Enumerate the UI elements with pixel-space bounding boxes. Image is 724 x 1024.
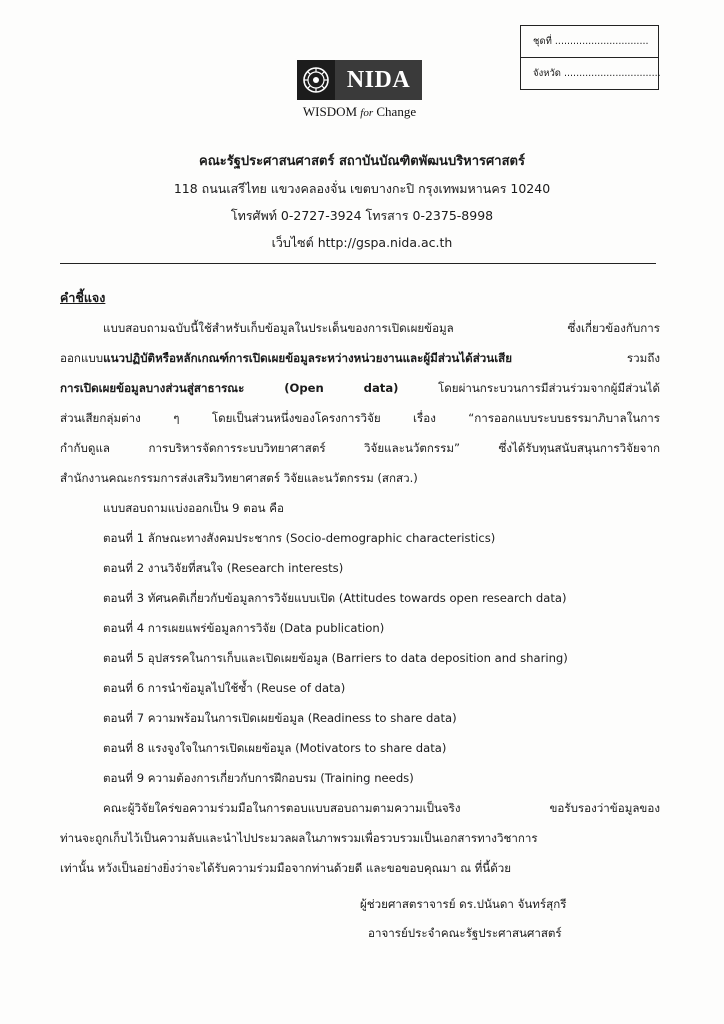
parts-list <box>60 523 660 793</box>
signatory-name: ผู้ช่วยศาสตราจารย์ ดร.ปนันดา จันทร์สุกรี <box>360 897 567 911</box>
part-item: ตอนที่ 3 ทัศนคติเกี่ยวกับข้อมูลการวิจัยแบบเปิด (Attitudes towards open research data) <box>103 591 567 605</box>
nida-logo <box>297 60 422 120</box>
part-item: ตอนที่ 7 ความพร้อมในการเปิดเผยข้อมูล (Readiness to share data) <box>103 711 457 725</box>
province-field <box>521 57 661 89</box>
part-item: ตอนที่ 9 ความต้องการเกี่ยวกับการฝึกอบรม (Training needs) <box>103 771 414 785</box>
logo-tagline <box>297 104 422 120</box>
nida-emblem-icon <box>297 60 335 100</box>
faculty-name: คณะรัฐประศาสนศาสตร์ สถาบันบัณฑิตพัฒนบริหารศาสตร์ <box>199 154 525 169</box>
part-item: ตอนที่ 2 งานวิจัยที่สนใจ (Research interests) <box>103 561 344 575</box>
p1-l2-bold: แนวปฏิบัติหรือหลักเกณฑ์การเปิดเผยข้อมูลระหว่างหน่วยงานและผู้มีส่วนได้ส่วนเสีย <box>103 351 513 365</box>
set-number-field <box>521 26 658 57</box>
p1-l2-text-a: ออกแบบ <box>60 351 104 365</box>
faculty-website: เว็บไซต์ http://gspa.nida.ac.th <box>271 235 453 250</box>
p1-l3-bold: การเปิดเผยข้อมูลบางส่วนสู่สาธารณะ (Open data) <box>60 381 399 395</box>
paragraph-1-line-2 <box>60 343 660 373</box>
instructions-heading: คำชี้แจง <box>60 290 106 305</box>
p1-l3-text: โดยผ่านกระบวนการมีส่วนร่วมจากผู้มีส่วนได้ <box>398 381 660 395</box>
part-item: ตอนที่ 8 แรงจูงใจในการเปิดเผยข้อมูล (Motivators to share data) <box>103 741 447 755</box>
paragraph-1-line-6: สำนักงานคณะกรรมการส่งเสริมวิทยาศาสตร์ วิจัยและนวัตกรรม (สกสว.) <box>60 471 418 485</box>
tagline-change: Change <box>376 104 417 119</box>
paragraph-2-line-1: คณะผู้วิจัยใคร่ขอความร่วมมือในการตอบแบบสอบถามตามความเป็นจริง ขอรับรองว่าข้อมูลของ <box>103 801 660 815</box>
paragraph-2-line-3: เท่านั้น หวังเป็นอย่างยิ่งว่าจะได้รับความร่วมมือจากท่านด้วยดี และขอขอบคุณมา ณ ที่นี้ด้วย <box>60 861 512 875</box>
signatory-position: อาจารย์ประจำคณะรัฐประศาสนศาสตร์ <box>368 926 562 940</box>
faculty-address: 118 ถนนเสรีไทย แขวงคลองจั่น เขตบางกะปิ กรุงเทพมหานคร 10240 <box>173 181 551 196</box>
part-item: ตอนที่ 1 ลักษณะทางสังคมประชากร (Socio-demographic characteristics) <box>103 531 496 545</box>
header-divider <box>60 263 656 264</box>
paragraph-1-line-4: ส่วนเสียกลุ่มต่าง ๆ โดยเป็นส่วนหนึ่งของโครงการวิจัย เรื่อง “การออกแบบระบบธรรมาภิบาลในการ <box>60 411 660 425</box>
faculty-phone: โทรศัพท์ 0-2727-3924 โทรสาร 0-2375-8998 <box>230 208 494 223</box>
instructions-section <box>60 283 660 883</box>
paragraph-2-line-2: ท่านจะถูกเก็บไว้เป็นความลับและนำไปประมวลผลในภาพรวมเพื่อรวบรวมเป็นเอกสารทางวิชาการ <box>60 831 538 845</box>
set-number-label: ชุดที่ ............................... <box>533 36 649 47</box>
logo-wordmark: NIDA <box>335 60 422 100</box>
paragraph-1-line-5: กำกับดูแล การบริหารจัดการระบบวิทยาศาสตร์ วิจัยและนวัตกรรม” ซึ่งได้รับทุนสนับสนุนการวิจัยจาก <box>60 441 660 455</box>
part-item: ตอนที่ 6 การนำข้อมูลไปใช้ซ้ำ (Reuse of data) <box>103 681 346 695</box>
p1-l2-text-c: รวมถึง <box>512 351 660 365</box>
part-item: ตอนที่ 5 อุปสรรคในการเก็บและเปิดเผยข้อมูล (Barriers to data deposition and sharing) <box>103 651 568 665</box>
letterhead <box>0 148 724 256</box>
part-item: ตอนที่ 4 การเผยแพร่ข้อมูลการวิจัย (Data publication) <box>103 621 385 635</box>
questionnaire-code-box <box>520 25 659 90</box>
parts-intro: แบบสอบถามแบ่งออกเป็น 9 ตอน คือ <box>103 501 285 515</box>
tagline-wisdom: WISDOM <box>302 104 358 119</box>
province-label: จังหวัด ................................ <box>533 68 661 79</box>
signature-block <box>360 890 566 948</box>
paragraph-1-line-1: แบบสอบถามฉบับนี้ใช้สำหรับเก็บข้อมูลในประเด็นของการเปิดเผยข้อมูล ซึ่งเกี่ยวข้องกับการ <box>103 321 660 335</box>
tagline-for: for <box>360 107 374 119</box>
paragraph-1-line-3 <box>60 373 660 403</box>
